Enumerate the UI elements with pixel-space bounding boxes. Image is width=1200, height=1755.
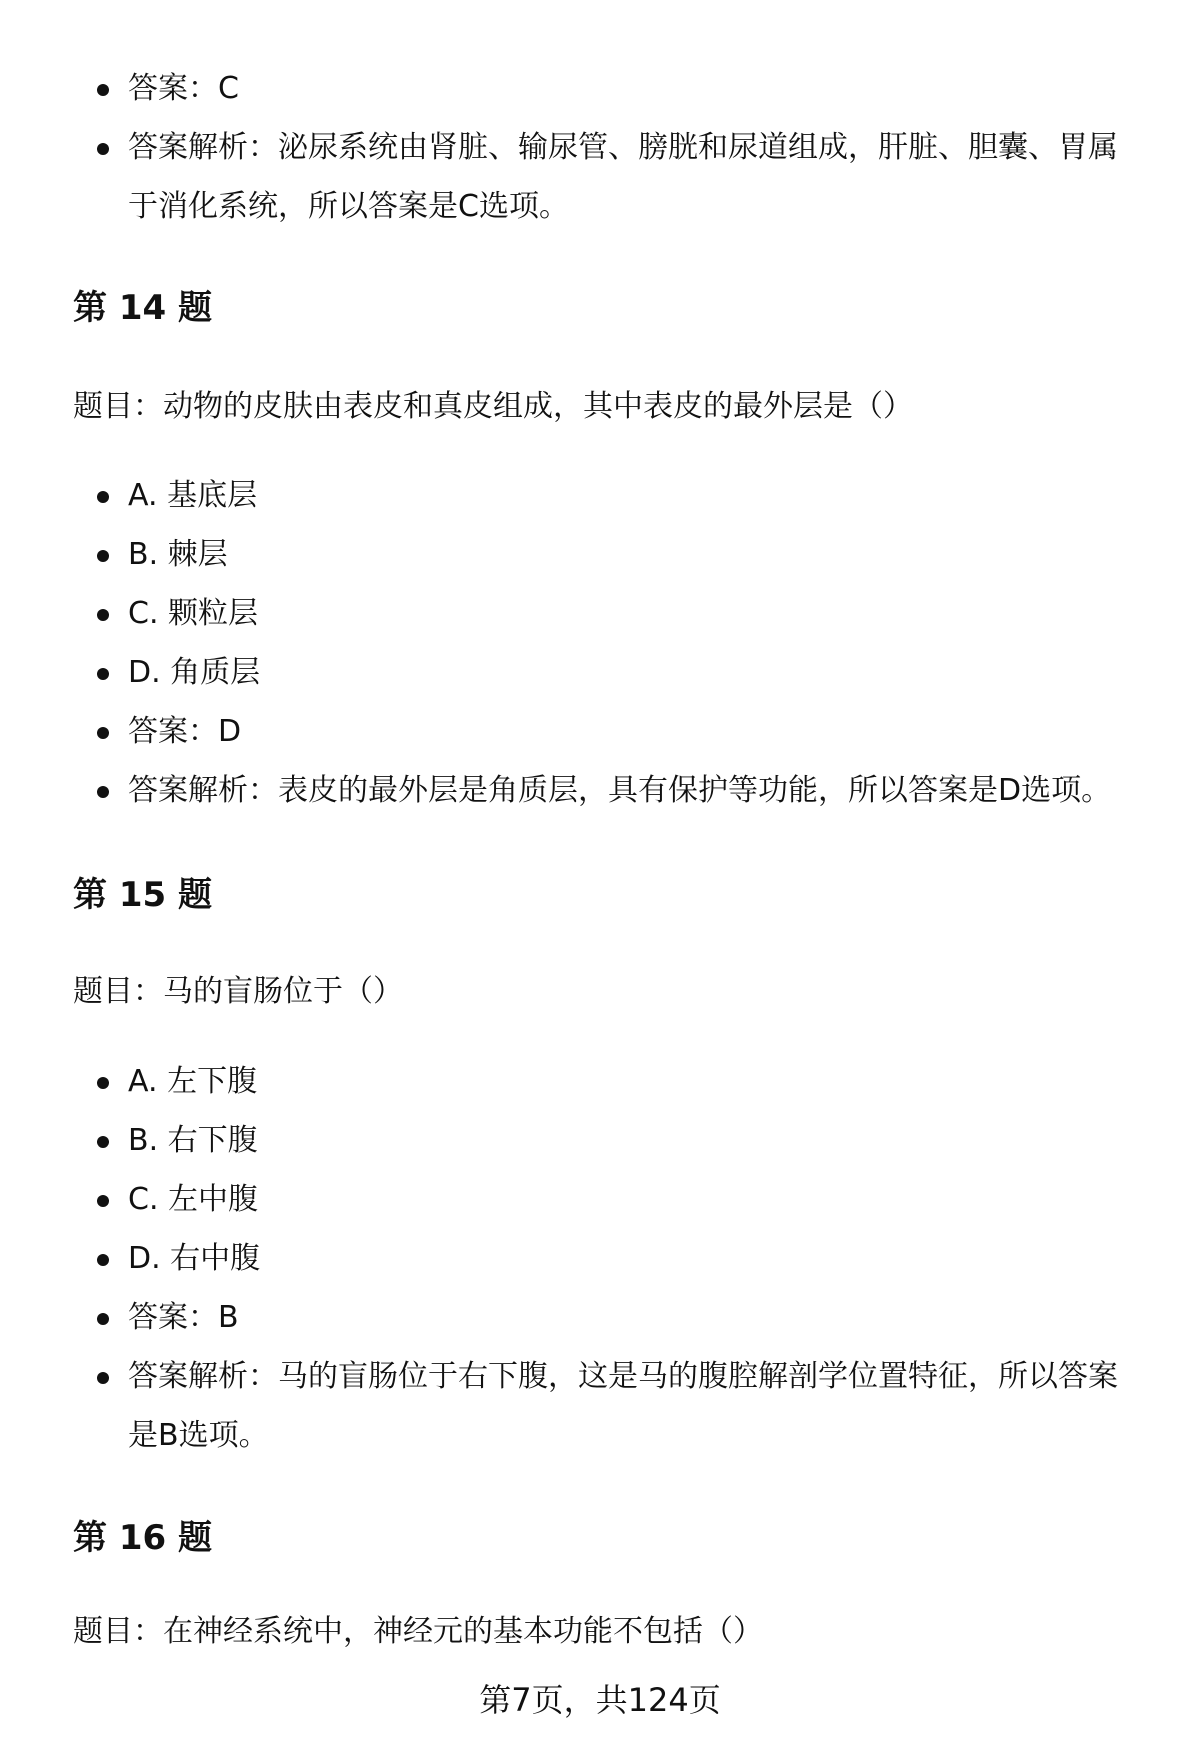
- option-d: D. 右中腹: [0, 1229, 1138, 1288]
- q13-tail: [0, 59, 1138, 236]
- question-15-heading: 第 15 题: [73, 875, 212, 915]
- option-c: C. 颗粒层: [0, 584, 1138, 643]
- q14-option-list: [0, 466, 1138, 820]
- question-14-heading: 第 14 题: [73, 288, 212, 328]
- option-d: D. 角质层: [0, 643, 1138, 702]
- option-a: A. 基底层: [0, 466, 1138, 525]
- q15-option-list: [0, 1052, 1138, 1465]
- answer-item: 答案：C: [0, 59, 1138, 118]
- page-number-footer: 第7页，共124页: [479, 1681, 721, 1719]
- question-14-options: [0, 466, 1138, 820]
- answer-item: 答案：D: [0, 702, 1138, 761]
- question-15-text: 题目：马的盲肠位于（）: [73, 974, 403, 1009]
- question-15-options: [0, 1052, 1138, 1465]
- option-b: B. 右下腹: [0, 1111, 1138, 1170]
- answer-explanation-item: 答案解析：泌尿系统由肾脏、输尿管、膀胱和尿道组成，肝脏、胆囊、胃属于消化系统，所以答案是C选项。: [0, 118, 1138, 236]
- question-14-text: 题目：动物的皮肤由表皮和真皮组成，其中表皮的最外层是（）: [73, 389, 913, 424]
- q13-answer-list: [0, 59, 1138, 236]
- option-a: A. 左下腹: [0, 1052, 1138, 1111]
- option-b: B. 棘层: [0, 525, 1138, 584]
- answer-explanation-item: 答案解析：表皮的最外层是角质层，具有保护等功能，所以答案是D选项。: [0, 761, 1138, 820]
- answer-explanation-item: 答案解析：马的盲肠位于右下腹，这是马的腹腔解剖学位置特征，所以答案是B选项。: [0, 1347, 1138, 1465]
- answer-item: 答案：B: [0, 1288, 1138, 1347]
- question-16-text: 题目：在神经系统中，神经元的基本功能不包括（）: [73, 1614, 763, 1649]
- option-c: C. 左中腹: [0, 1170, 1138, 1229]
- question-16-heading: 第 16 题: [73, 1518, 212, 1558]
